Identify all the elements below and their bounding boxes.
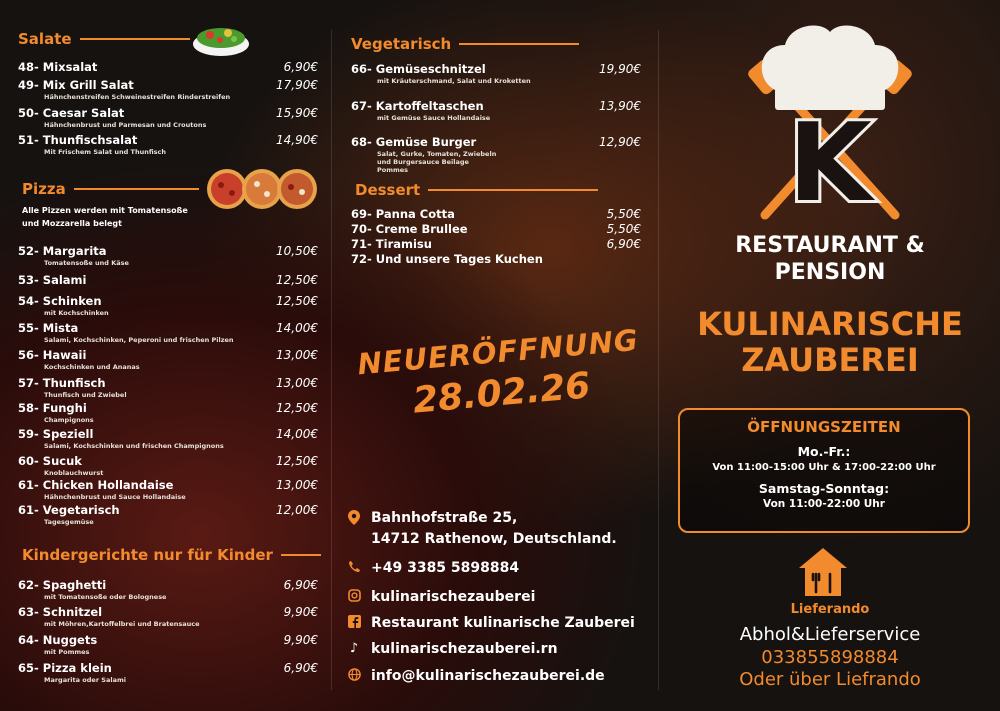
instagram-icon — [347, 589, 361, 606]
right-panel — [660, 0, 1000, 711]
menu-item: 68- Gemüse Burger 12,90€ Salat, Gurke, Tomaten, Zwiebeln und Burgersauce Beilage Pommes — [351, 135, 641, 174]
menu-item: 55- Mista 14,00€ Salami, Kochschinken, Peperoni und frischen Pilzen — [18, 321, 318, 344]
menu-item: 70- Creme Brullee 5,50€ — [351, 222, 641, 236]
menu-item: 61- Chicken Hollandaise 13,00€ Hähnchenbrust und Sauce Hollandaise — [18, 478, 318, 501]
menu-item: 62- Spaghetti 6,90€ mit Tomatensoße oder Bolognese — [18, 578, 318, 601]
left-panel — [0, 0, 330, 711]
globe-icon — [347, 668, 361, 685]
menu-item: 48- Mixsalat 6,90€ — [18, 60, 318, 74]
phone-icon — [347, 560, 361, 577]
vegetarisch-heading — [351, 35, 579, 53]
menu-item: 66- Gemüseschnitzel 19,90€ mit Kräuterschmand, Salat und Kroketten — [351, 62, 641, 85]
logo-letter: K — [788, 101, 872, 225]
pizza-image — [205, 167, 320, 211]
hours-title: ÖFFNUNGSZEITEN — [747, 418, 901, 436]
facebook-icon — [347, 615, 361, 632]
menu-item: 49- Mix Grill Salat 17,90€ Hähnchenstreifen Schweinestreifen Rinderstreifen — [18, 78, 318, 101]
menu-item: 71- Tiramisu 6,90€ — [351, 237, 641, 251]
facebook[interactable]: Restaurant kulinarische Zauberei — [347, 615, 635, 632]
salate-title: Salate — [18, 30, 72, 48]
opening-date: 28.02.26 — [411, 365, 592, 422]
menu-item: 57- Thunfisch 13,00€ Thunfisch und Zwiebel — [18, 376, 318, 399]
heading-line — [74, 188, 199, 190]
grand-opening — [352, 323, 648, 427]
menu-item: 65- Pizza klein 6,90€ Margarita oder Salami — [18, 661, 318, 684]
panel-divider — [331, 30, 332, 690]
kinder-title: Kindergerichte nur für Kinder — [22, 546, 273, 564]
salad-image — [190, 18, 252, 58]
panel-divider — [658, 30, 659, 690]
kinder-heading — [22, 546, 321, 564]
chef-logo — [745, 20, 915, 225]
heading-line — [281, 554, 321, 556]
brand-subtitle: RESTAURANT & PENSION — [735, 233, 925, 285]
pizza-heading — [22, 180, 199, 198]
location-pin-icon — [347, 510, 361, 529]
menu-item: 60- Sucuk 12,50€ Knoblauchwurst — [18, 454, 318, 477]
tiktok[interactable]: ♪ kulinarischezauberei.rn — [347, 641, 558, 657]
tiktok-icon: ♪ — [349, 641, 359, 656]
delivery-phone[interactable]: 033855898884 — [761, 647, 899, 668]
lieferando-icon — [797, 546, 849, 598]
vegetarisch-title: Vegetarisch — [351, 35, 452, 53]
menu-item: 61- Vegetarisch 12,00€ Tagesgemüse — [18, 503, 318, 526]
menu-item: 52- Margarita 10,50€ Tomatensoße und Käse — [18, 244, 318, 267]
menu-item: 53- Salami 12,50€ — [18, 273, 318, 287]
heading-line — [80, 38, 190, 40]
middle-panel — [335, 0, 655, 711]
salate-heading — [18, 30, 190, 48]
delivery-service: Abhol&Lieferservice — [739, 624, 921, 645]
lieferando-label: Lieferando — [790, 602, 870, 617]
menu-item: 54- Schinken 12,50€ mit Kochschinken — [18, 294, 318, 317]
dessert-heading — [355, 181, 598, 199]
menu-item: 64- Nuggets 9,90€ mit Pommes — [18, 633, 318, 656]
pizza-note: Alle Pizzen werden mit Tomatensoße und Mozzarella belegt — [22, 206, 188, 228]
instagram[interactable]: kulinarischezauberei — [347, 589, 535, 606]
menu-item: 59- Speziell 14,00€ Salami, Kochschinken und frischen Champignons — [18, 427, 318, 450]
menu-item: 50- Caesar Salat 15,90€ Hähnchenbrust und Parmesan und Croutons — [18, 106, 318, 129]
menu-item: 72- Und unsere Tages Kuchen — [351, 252, 543, 266]
menu-item: 69- Panna Cotta 5,50€ — [351, 207, 641, 221]
menu-item: 63- Schnitzel 9,90€ mit Möhren,Kartoffelbrei und Bratensauce — [18, 605, 318, 628]
heading-line — [428, 189, 598, 191]
phone[interactable]: +49 3385 5898884 — [347, 560, 519, 577]
menu-item: 56- Hawaii 13,00€ Kochschinken und Ananas — [18, 348, 318, 371]
opening-title: NEUERÖFFNUNG — [356, 322, 640, 382]
menu-item: 67- Kartoffeltaschen 13,90€ mit Gemüse Sauce Hollandaise — [351, 99, 641, 122]
brand-name: KULINARISCHE ZAUBEREI — [697, 305, 963, 379]
pizza-title: Pizza — [22, 180, 66, 198]
menu-item: 51- Thunfischsalat 14,90€ Mit Frischem Salat und Thunfisch — [18, 133, 318, 156]
menu-item: 58- Funghi 12,50€ Champignons — [18, 401, 318, 424]
opening-hours-box: ÖFFNUNGSZEITEN Mo.-Fr.: Von 11:00-15:00 Uhr & 17:00-22:00 Uhr Samstag-Sonntag: Von 11:00-22:00 Uhr — [678, 408, 970, 533]
address: Bahnhofstraße 25, 14712 Rathenow, Deutschland. — [347, 510, 617, 547]
email[interactable]: info@kulinarischezauberei.de — [347, 668, 605, 685]
delivery-via: Oder über Liefrando — [739, 669, 921, 690]
dessert-title: Dessert — [355, 181, 421, 199]
heading-line — [459, 43, 579, 45]
